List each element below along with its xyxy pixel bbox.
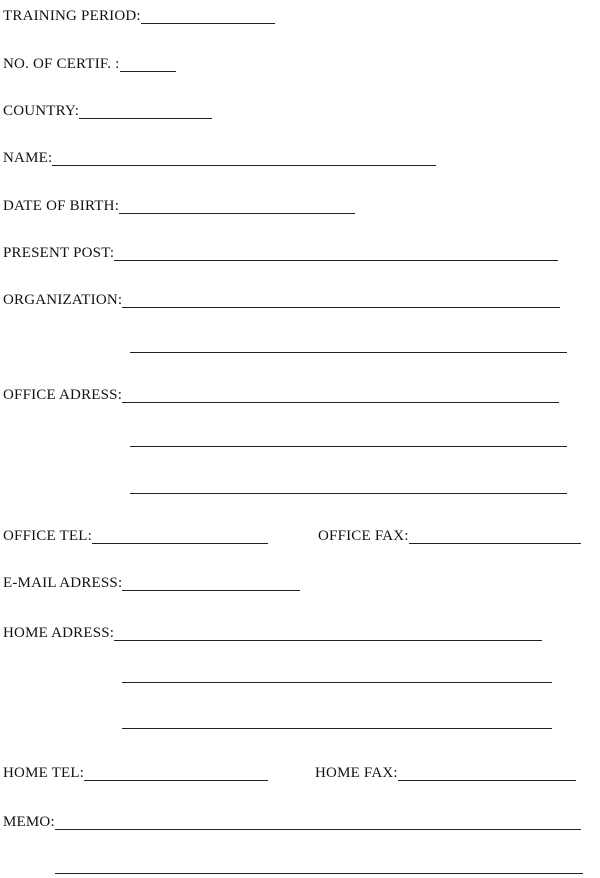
home-address-field[interactable] — [114, 626, 542, 641]
office-address-label: OFFICE ADRESS: — [3, 387, 123, 403]
training-period-row — [3, 4, 275, 24]
no-of-certif-row — [3, 52, 176, 72]
office-address-field-line-2[interactable] — [130, 445, 567, 447]
home-address-label: HOME ADRESS: — [3, 625, 115, 641]
home-address-field-line-3[interactable] — [122, 727, 552, 729]
organization-row — [3, 288, 560, 308]
name-label: NAME: — [3, 150, 53, 166]
email-address-label: E-MAIL ADRESS: — [3, 575, 123, 591]
training-period-field[interactable] — [141, 9, 275, 24]
present-post-field[interactable] — [114, 246, 558, 261]
office-address-field-line-3[interactable] — [130, 492, 567, 494]
name-row — [3, 146, 436, 166]
organization-field-line-2[interactable] — [130, 351, 567, 353]
present-post-label: PRESENT POST: — [3, 245, 115, 261]
office-fax-field[interactable] — [409, 529, 581, 544]
home-address-field-line-2[interactable] — [122, 681, 552, 683]
country-field[interactable] — [79, 104, 212, 119]
office-fax-row — [318, 524, 581, 544]
present-post-row — [3, 241, 558, 261]
no-of-certif-field[interactable] — [120, 57, 176, 72]
office-address-row — [3, 383, 559, 403]
office-tel-label: OFFICE TEL: — [3, 528, 93, 544]
home-tel-label: HOME TEL: — [3, 765, 85, 781]
email-address-row — [3, 571, 300, 591]
home-fax-label: HOME FAX: — [315, 765, 398, 781]
country-row — [3, 99, 212, 119]
home-tel-row — [3, 761, 268, 781]
organization-label: ORGANIZATION: — [3, 292, 123, 308]
date-of-birth-row — [3, 194, 355, 214]
office-fax-label: OFFICE FAX: — [318, 528, 409, 544]
home-address-row — [3, 621, 542, 641]
memo-label: MEMO: — [3, 814, 55, 830]
memo-row — [3, 810, 581, 830]
office-tel-field[interactable] — [92, 529, 268, 544]
memo-field[interactable] — [55, 815, 581, 830]
office-address-field[interactable] — [122, 388, 559, 403]
home-fax-row — [315, 761, 576, 781]
training-period-label: TRAINING PERIOD: — [3, 8, 141, 24]
memo-field-line-2[interactable] — [55, 872, 583, 874]
name-field[interactable] — [52, 151, 436, 166]
office-tel-row — [3, 524, 268, 544]
email-address-field[interactable] — [122, 576, 300, 591]
country-label: COUNTRY: — [3, 103, 80, 119]
home-fax-field[interactable] — [398, 766, 576, 781]
home-tel-field[interactable] — [84, 766, 268, 781]
organization-field[interactable] — [122, 293, 560, 308]
date-of-birth-label: DATE OF BIRTH: — [3, 198, 120, 214]
date-of-birth-field[interactable] — [119, 199, 355, 214]
no-of-certif-label: NO. OF CERTIF. : — [3, 56, 120, 72]
